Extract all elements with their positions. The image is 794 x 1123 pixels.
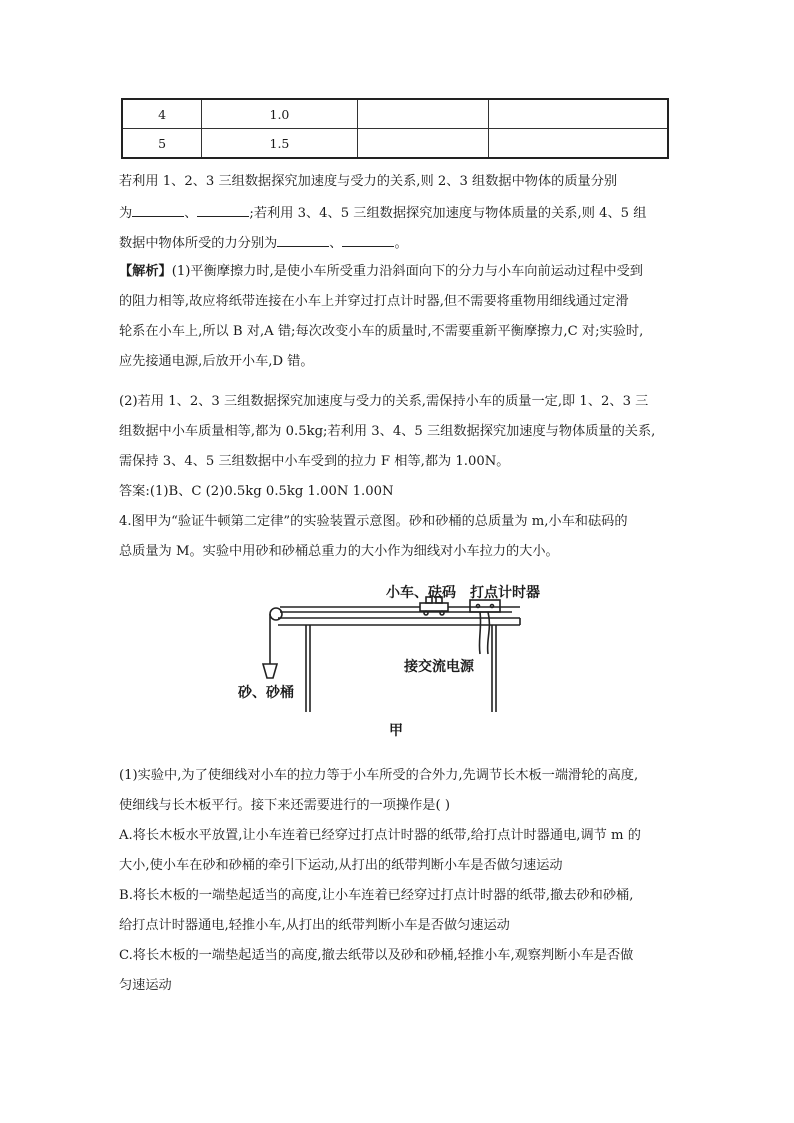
q3-text: 为	[119, 206, 133, 221]
q3-text: 、	[184, 206, 198, 221]
answer-blank[interactable]	[342, 232, 394, 247]
figure-caption: 甲	[389, 723, 403, 739]
q3-line-3	[119, 232, 408, 254]
data-table	[121, 98, 669, 159]
q4-line-2: 总质量为 M。实验中用砂和砂桶总重力的大小作为细线对小车拉力的大小。	[119, 544, 559, 559]
label-power: 接交流电源	[404, 659, 474, 675]
analysis-line-4: 应先接通电源,后放开小车,D 错。	[119, 354, 314, 369]
answer-blank[interactable]	[132, 202, 184, 217]
answer-blank[interactable]	[277, 232, 329, 247]
timer-terminal	[477, 605, 480, 608]
q3-text: 、	[329, 236, 343, 251]
sand-bucket	[263, 664, 277, 678]
table-cell: 1.0	[202, 99, 357, 129]
table-cell	[357, 99, 488, 129]
q3-line-2	[119, 202, 646, 224]
table-cell	[489, 99, 668, 129]
answer-line: 答案:(1)B、C (2)0.5kg 0.5kg 1.00N 1.00N	[119, 484, 394, 499]
q3-text: 。	[394, 236, 408, 251]
analysis-text: (1)平衡摩擦力时,是使小车所受重力沿斜面向下的分力与小车向前运动过程中受到	[171, 264, 643, 279]
analysis-line-5: (2)若用 1、2、3 三组数据探究加速度与受力的关系,需保持小车的质量一定,即 1、2、3 三	[119, 394, 649, 409]
q4-sub1-line-2: 使细线与长木板平行。接下来还需要进行的一项操作是( )	[119, 798, 450, 813]
wheel	[440, 611, 444, 615]
analysis-tag: 【解析】	[119, 264, 172, 279]
option-b-line-1: B.将长木板的一端垫起适当的高度,让小车连着已经穿过打点计时器的纸带,撤去砂和砂桶,	[119, 888, 634, 903]
analysis-line-7: 需保持 3、4、5 三组数据中小车受到的拉力 F 相等,都为 1.00N。	[119, 454, 510, 469]
option-b-line-2: 给打点计时器通电,轻推小车,从打出的纸带判断小车是否做匀速运动	[119, 918, 510, 933]
table-row	[122, 99, 668, 129]
q3-line-1: 若利用 1、2、3 三组数据探究加速度与受力的关系,则 2、3 组数据中物体的质量分别	[119, 174, 618, 189]
analysis-line-2: 的阻力相等,故应将纸带连接在小车上并穿过打点计时器,但不需要将重物用细线通过定滑	[119, 294, 629, 309]
table-row	[122, 129, 668, 159]
label-bucket: 砂、砂桶	[238, 685, 294, 701]
table-cell: 1.5	[202, 129, 357, 159]
q4-line-1: 4.图甲为“验证牛顿第二定律”的实验装置示意图。砂和砂桶的总质量为 m,小车和砝码的	[119, 514, 628, 529]
table-cell	[489, 129, 668, 159]
q3-text: ;若利用 3、4、5 三组数据探究加速度与物体质量的关系,则 4、5 组	[249, 206, 647, 221]
table-cell	[357, 129, 488, 159]
option-a-line-2: 大小,使小车在砂和砂桶的牵引下运动,从打出的纸带判断小车是否做匀速运动	[119, 858, 563, 873]
q3-text: 数据中物体所受的力分别为	[119, 236, 278, 251]
analysis-line-6: 组数据中小车质量相等,都为 0.5kg;若利用 3、4、5 三组数据探究加速度与物体质量的关系,	[119, 424, 656, 439]
table-cell: 5	[122, 129, 202, 159]
analysis-line-3: 轮系在小车上,所以 B 对,A 错;每次改变小车的质量时,不需要重新平衡摩擦力,C 对;实验时,	[119, 324, 644, 339]
option-a-line-1: A.将长木板水平放置,让小车连着已经穿过打点计时器的纸带,给打点计时器通电,调节 m 的	[119, 828, 641, 843]
pulley	[270, 608, 282, 620]
table-cell: 4	[122, 99, 202, 129]
analysis-line-1	[119, 262, 643, 282]
label-timer: 打点计时器	[470, 585, 540, 601]
answer-blank[interactable]	[197, 202, 249, 217]
label-car: 小车、砝码	[386, 585, 456, 601]
car	[420, 603, 448, 611]
wheel	[424, 611, 428, 615]
q4-sub1-line-1: (1)实验中,为了使细线对小车的拉力等于小车所受的合外力,先调节长木板一端滑轮的高度,	[119, 768, 639, 783]
option-c-line-1: C.将长木板的一端垫起适当的高度,撤去纸带以及砂和砂桶,轻推小车,观察判断小车是否做	[119, 948, 634, 963]
option-c-line-2: 匀速运动	[119, 978, 172, 993]
timer-terminal	[491, 605, 494, 608]
